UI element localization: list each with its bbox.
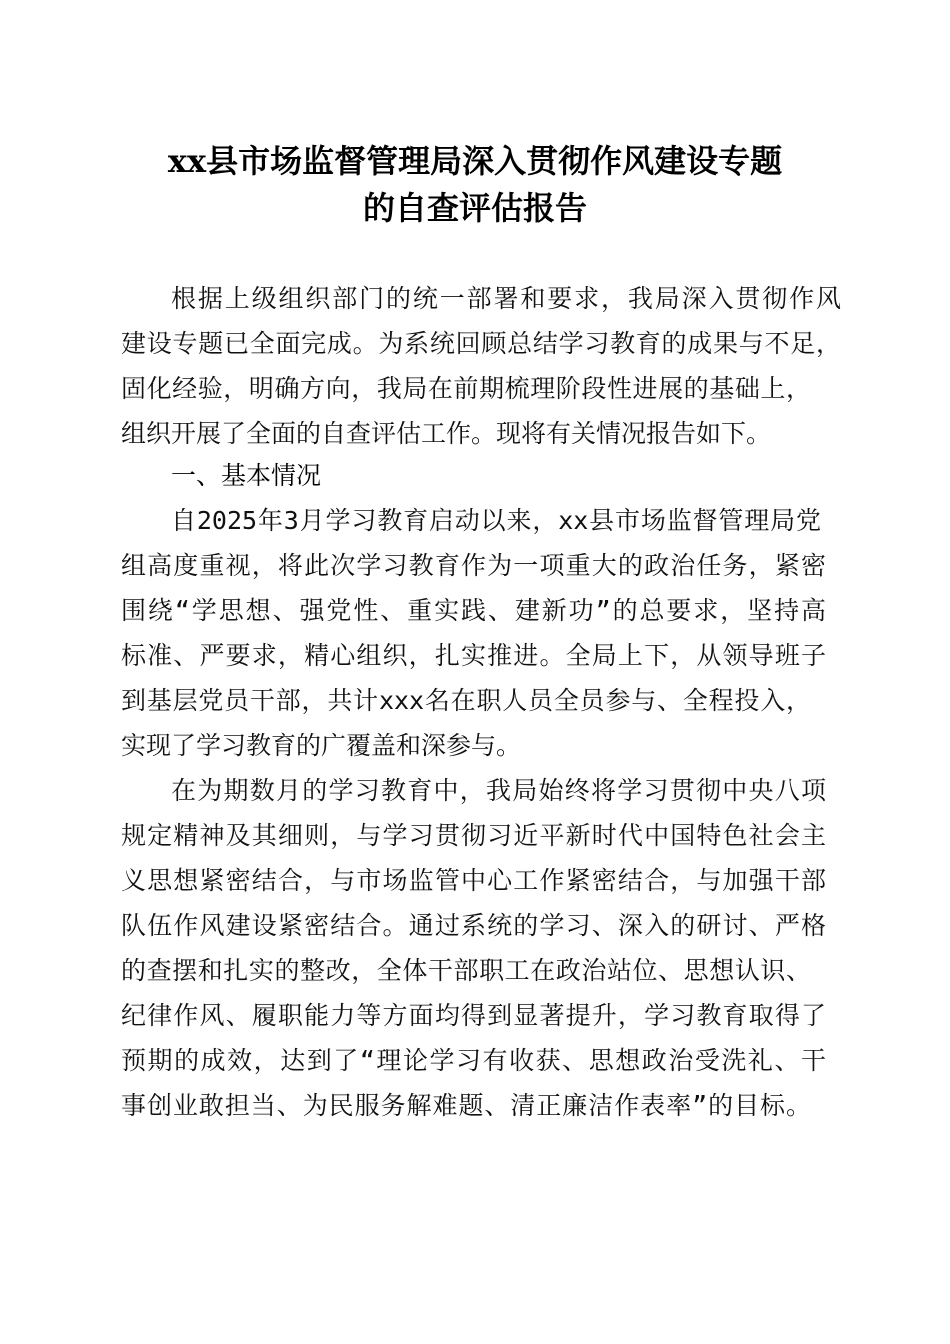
intro-line: 固化经验，明确方向，我局在前期梳理阶段性进展的基础上， [121, 374, 811, 403]
para1-line: 组高度重视，将此次学习教育作为一项重大的政治任务，紧密 [121, 551, 826, 580]
intro-line: 建设专题已全面完成。为系统回顾总结学习教育的成果与不足， [121, 329, 841, 358]
para2-line: 的查摆和扎实的整改，全体干部职工在政治站位、思想认识、 [121, 956, 811, 985]
para2-line: 规定精神及其细则，与学习贯彻习近平新时代中国特色社会主 [121, 821, 826, 850]
para1-line: 到基层党员干部，共计xxx名在职人员全员参与、全程投入， [121, 686, 811, 715]
para2-line: 队伍作风建设紧密结合。通过系统的学习、深入的研讨、严格 [121, 911, 826, 940]
para2-line: 在为期数月的学习教育中，我局始终将学习贯彻中央八项 [171, 776, 826, 805]
section-heading: 一、基本情况 [171, 461, 322, 490]
para1-line: 标准、严要求，精心组织，扎实推进。全局上下，从领导班子 [121, 641, 826, 670]
para2-line: 预期的成效，达到了“理论学习有收获、思想政治受洗礼、干 [121, 1046, 826, 1075]
document-title-line-2: 的自查评估报告 [362, 189, 587, 227]
document-title-line-1: xx县市场监督管理局深入贯彻作风建设专题 [167, 142, 783, 180]
para2-line: 纪律作风、履职能力等方面均得到显著提升，学习教育取得了 [121, 1001, 826, 1030]
intro-line: 根据上级组织部门的统一部署和要求，我局深入贯彻作风 [171, 284, 841, 313]
para2-line: 义思想紧密结合，与市场监管中心工作紧密结合，与加强干部 [121, 866, 826, 895]
intro-line: 组织开展了全面的自查评估工作。现将有关情况报告如下。 [121, 419, 772, 448]
para1-line: 自2025年3月学习教育启动以来，xx县市场监督管理局党 [171, 506, 821, 535]
para1-line: 围绕“学思想、强党性、重实践、建新功”的总要求，坚持高 [121, 596, 826, 625]
para2-line: 事创业敢担当、为民服务解难题、清正廉洁作表率”的目标。 [121, 1091, 811, 1120]
para1-line: 实现了学习教育的广覆盖和深参与。 [121, 731, 522, 760]
